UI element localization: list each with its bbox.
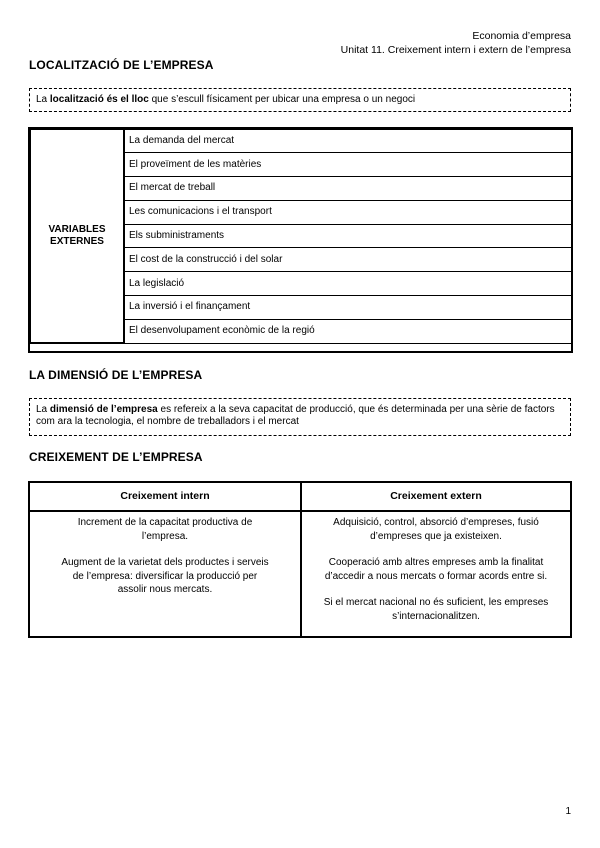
variable-item: La legislació [124,272,572,296]
header-subject: Economia d’empresa [472,30,571,42]
definition-text: que s’escull físicament per ubicar una empresa o un negoci [148,94,416,105]
intern-cell [60,516,270,610]
section-title-dimensio: LA DIMENSIÓ DE L’EMPRESA [29,368,203,382]
variable-item: La inversió i el finançament [124,296,572,320]
growth-table [28,481,572,638]
definition-term: localització és el lloc [49,94,149,105]
definition-localitzacio [29,88,571,112]
variable-item: Les comunicacions i el transport [124,200,572,224]
definition-dimensio [29,398,571,436]
variable-item: El cost de la construcció i del solar [124,248,572,272]
extern-item: Adquisició, control, absorció d’empreses, fusió d’empreses que ja existeixen. [333,517,539,542]
page-header [341,29,571,57]
header-creixement-extern: Creixement extern [302,483,570,512]
header-unit: Unitat 11. Creixement intern i extern de l’empresa [340,44,571,56]
variable-row [30,129,572,153]
extern-item: Cooperació amb altres empreses amb la finalitat d’accedir a nous mercats o formar acords entre si. [324,557,548,582]
variables-table [29,128,572,344]
intern-item: Augment de la varietat dels productes i serveis de l’empresa: diversificar la producció per assolir nous mercats. [61,557,269,595]
section-title-localitzacio: LOCALITZACIÓ DE L’EMPRESA [29,58,214,72]
variable-item: El desenvolupament econòmic de la regió [124,319,572,343]
variable-item: Els subministraments [124,224,572,248]
extern-item: Si el mercat nacional no és suficient, les empreses s’internacionalitzen. [323,597,549,622]
column-divider [300,483,302,636]
variable-item: El proveïment de les matèries [124,153,572,177]
header-creixement-intern: Creixement intern [30,483,300,512]
definition-prefix: La [36,94,50,105]
definition-term: dimensió de l’empresa [49,404,158,415]
variable-item: El mercat de treball [124,177,572,201]
definition-prefix: La [36,404,50,415]
extern-cell [310,516,562,636]
section-title-creixement: CREIXEMENT DE L’EMPRESA [29,450,203,464]
intern-item: Increment de la capacitat productiva de l’empresa. [77,517,253,542]
variable-item: La demanda del mercat [124,129,572,153]
definition-text: es refereix a la seva capacitat de producció, que és determinada per una sèrie de factors com ara la tecnologia, el nombre de treballadors i el mercat [36,404,555,427]
page-number: 1 [565,806,571,817]
variables-category: VARIABLES EXTERNES [30,129,124,343]
